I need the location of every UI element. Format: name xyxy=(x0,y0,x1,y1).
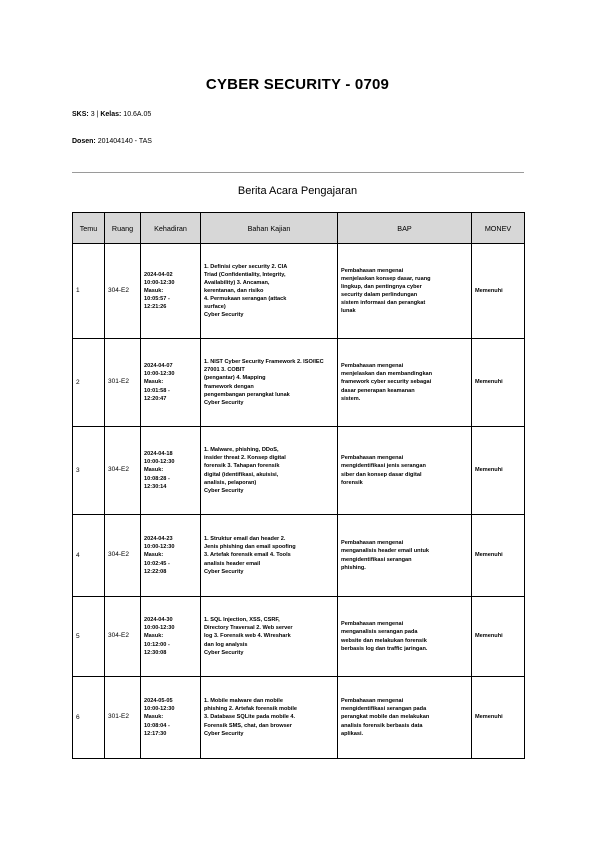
info-separator: | xyxy=(96,111,99,118)
cell-ruang: 304-E2 xyxy=(105,597,141,677)
cell-bap-line: Pembahasan mengenai xyxy=(341,621,404,628)
cell-kehadiran-line: 2024-04-02 xyxy=(144,271,173,278)
cell-bahan-kajian-line: Cyber Security xyxy=(204,487,244,494)
table-body xyxy=(73,244,525,759)
header-bahan-kajian: Bahan Kajian xyxy=(201,213,338,244)
cell-monev: Memenuhi xyxy=(472,597,525,677)
lecturer-line xyxy=(72,138,152,145)
cell-kehadiran xyxy=(141,244,201,339)
cell-kehadiran-line: 10:08:04 - xyxy=(144,722,170,729)
divider xyxy=(72,172,524,173)
cell-ruang: 301-E2 xyxy=(105,339,141,427)
cell-temu: 6 xyxy=(73,677,105,759)
cell-bahan-kajian-line: analisis, pelaporan) xyxy=(204,479,257,486)
header-temu: Temu xyxy=(73,213,105,244)
cell-kehadiran-line: 10:00-12:30 xyxy=(144,544,175,551)
cell-bap xyxy=(338,597,472,677)
cell-bahan-kajian xyxy=(201,339,338,427)
cell-bahan-kajian xyxy=(201,515,338,597)
cell-kehadiran-line: 10:12:00 - xyxy=(144,641,170,648)
cell-kehadiran-line: 2024-05-05 xyxy=(144,698,173,705)
cell-bahan-kajian-line: 3. Database SQLite pada mobile 4. xyxy=(204,714,296,721)
cell-ruang: 304-E2 xyxy=(105,515,141,597)
cell-bahan-kajian-line: 1. Struktur email dan header 2. xyxy=(204,536,286,543)
cell-bahan-kajian-line: forensik 3. Tahapan forensik xyxy=(204,463,280,470)
dosen-label: Dosen: xyxy=(72,138,96,145)
cell-kehadiran-line: 10:01:58 - xyxy=(144,387,170,394)
cell-bahan-kajian-line: Cyber Security xyxy=(204,399,244,406)
cell-bahan-kajian-line: pengembangan perangkat lunak xyxy=(204,391,290,398)
cell-kehadiran xyxy=(141,339,201,427)
cell-bahan-kajian-line: 1. Definisi cyber security 2. CIA xyxy=(204,263,288,270)
cell-kehadiran-line: 2024-04-30 xyxy=(144,617,173,624)
header-kehadiran: Kehadiran xyxy=(141,213,201,244)
cell-kehadiran-line: Masuk: xyxy=(144,287,164,294)
cell-kehadiran-line: 2024-04-07 xyxy=(144,363,173,370)
table-row xyxy=(73,244,525,339)
cell-kehadiran-line: Masuk: xyxy=(144,633,164,640)
cell-bahan-kajian-line: framework dengan xyxy=(204,383,254,390)
cell-bap-line: Pembahasan mengenai xyxy=(341,267,404,274)
cell-kehadiran-line: Masuk: xyxy=(144,714,164,721)
cell-bahan-kajian-line: analisis header email xyxy=(204,560,261,567)
cell-kehadiran-line: 12:20:47 xyxy=(144,395,167,402)
cell-kehadiran-line: 10:00-12:30 xyxy=(144,459,175,466)
cell-kehadiran xyxy=(141,515,201,597)
cell-kehadiran-line: Masuk: xyxy=(144,552,164,559)
cell-temu: 2 xyxy=(73,339,105,427)
cell-bap-line: mengidentifikasi serangan xyxy=(341,556,412,563)
cell-bahan-kajian-line: surface) xyxy=(204,304,226,311)
cell-bap xyxy=(338,339,472,427)
cell-bap-line: website dan melakukan forensik xyxy=(341,637,427,644)
cell-bap-line: lunak xyxy=(341,308,356,315)
cell-bap-line: Pembahasan mengenai xyxy=(341,540,404,547)
cell-bap-line: Pembahasan mengenai xyxy=(341,698,404,705)
cell-monev: Memenuhi xyxy=(472,515,525,597)
cell-bap-line: sistem informasi dan perangkat xyxy=(341,300,426,307)
cell-bap xyxy=(338,427,472,515)
cell-bahan-kajian-line: Cyber Security xyxy=(204,730,244,737)
cell-monev: Memenuhi xyxy=(472,339,525,427)
cell-bahan-kajian-line: Cyber Security xyxy=(204,649,244,656)
cell-bahan-kajian-line: (pengantar) 4. Mapping xyxy=(204,375,266,382)
cell-bap xyxy=(338,244,472,339)
cell-bahan-kajian-line: 3. Artefak forensik email 4. Tools xyxy=(204,552,291,559)
cell-bap-line: siber dan konsep dasar digital xyxy=(341,471,422,478)
sks-value: 3 xyxy=(90,111,95,118)
sks-label: SKS: xyxy=(72,111,89,118)
cell-bahan-kajian-line: dan log analysis xyxy=(204,641,248,648)
cell-kehadiran-line: 10:08:28 - xyxy=(144,475,170,482)
course-title: CYBER SECURITY - 0709 xyxy=(205,76,390,93)
cell-temu: 4 xyxy=(73,515,105,597)
cell-bahan-kajian-line: Directory Traversal 2. Web server xyxy=(204,625,293,632)
cell-bap-line: dasar penerapan keamanan xyxy=(341,387,415,394)
cell-ruang: 301-E2 xyxy=(105,677,141,759)
cell-ruang: 304-E2 xyxy=(105,427,141,515)
cell-bahan-kajian-line: Cyber Security xyxy=(204,312,244,319)
cell-bap-line: phishing. xyxy=(341,564,366,571)
cell-kehadiran-line: 12:17:30 xyxy=(144,730,167,737)
cell-temu: 1 xyxy=(73,244,105,339)
cell-bap-line: security dalam perlindungan xyxy=(341,292,418,298)
cell-bahan-kajian-line: phishing 2. Artefak forensik mobile xyxy=(204,706,298,713)
cell-bap-line: menjelaskan dan membandingkan xyxy=(341,371,433,378)
cell-kehadiran-line: 12:30:08 xyxy=(144,649,167,656)
kelas-label: Kelas: xyxy=(100,111,122,118)
table-header-row xyxy=(73,213,525,244)
cell-bahan-kajian-line: Availability) 3. Ancaman, xyxy=(204,279,270,286)
cell-bahan-kajian-line: Forensik SMS, chat, dan browser xyxy=(204,722,292,729)
cell-bahan-kajian xyxy=(201,244,338,339)
cell-bahan-kajian-line: Triad (Confidentiality, Integrity, xyxy=(204,271,286,278)
table-row xyxy=(73,427,525,515)
table-row xyxy=(73,597,525,677)
cell-kehadiran xyxy=(141,427,201,515)
cell-monev: Memenuhi xyxy=(472,427,525,515)
cell-kehadiran-line: Masuk: xyxy=(144,379,164,386)
cell-bahan-kajian-line: 1. NIST Cyber Security Framework 2. ISO/IEC 27001 3. COBIT xyxy=(204,359,324,374)
cell-bap-line: menjelaskan konsep dasar, ruang xyxy=(341,275,431,282)
table-row xyxy=(73,339,525,427)
cell-bap-line: aplikasi. xyxy=(341,730,364,737)
cell-bahan-kajian-line: insider threat 2. Konsep digital xyxy=(204,455,286,462)
cell-monev: Memenuhi xyxy=(472,677,525,759)
cell-bahan-kajian-line: digital (identifikasi, akuisisi, xyxy=(204,471,279,478)
cell-bap-line: forensik xyxy=(341,479,363,486)
cell-bap-line: menganalisis header email untuk xyxy=(341,548,429,555)
cell-bahan-kajian-line: 1. Mobile malware dan mobile xyxy=(204,698,283,705)
cell-bap-line: Pembahasan mengenai xyxy=(341,455,404,462)
teaching-report-table xyxy=(72,212,525,759)
cell-bap xyxy=(338,677,472,759)
cell-kehadiran-line: 10:00-12:30 xyxy=(144,625,175,632)
header-monev: MONEV xyxy=(472,213,525,244)
cell-bap-line: analisis forensik berbasis data xyxy=(341,722,423,729)
cell-bap-line: perangkat mobile dan melakukan xyxy=(341,714,430,721)
cell-bap-line: mengidentifikasi serangan pada xyxy=(341,706,427,713)
cell-bap-line: sistem. xyxy=(341,395,361,402)
cell-bahan-kajian-line: 1. SQL Injection, XSS, CSRF, xyxy=(204,617,280,624)
cell-bahan-kajian-line: log 3. Forensik web 4. Wireshark xyxy=(204,633,291,640)
cell-bahan-kajian-line: kerentanan, dan risiko xyxy=(204,287,264,294)
cell-bap-line: framework cyber security sebagai xyxy=(341,379,432,386)
cell-bahan-kajian xyxy=(201,597,338,677)
cell-kehadiran-line: 12:22:08 xyxy=(144,568,167,575)
cell-monev: Memenuhi xyxy=(472,244,525,339)
cell-kehadiran-line: 2024-04-23 xyxy=(144,536,173,543)
cell-temu: 3 xyxy=(73,427,105,515)
cell-bap-line: berbasis log dan traffic jaringan. xyxy=(341,645,428,652)
cell-kehadiran xyxy=(141,677,201,759)
kelas-value: 10.6A.05 xyxy=(123,111,152,118)
cell-kehadiran-line: 10:02:45 - xyxy=(144,560,170,567)
cell-ruang: 304-E2 xyxy=(105,244,141,339)
cell-kehadiran-line: Masuk: xyxy=(144,467,164,474)
cell-bahan-kajian-line: 1. Malware, phishing, DDoS, xyxy=(204,447,279,454)
cell-bahan-kajian-line: 4. Permukaan serangan (attack xyxy=(204,296,287,303)
table-row xyxy=(73,677,525,759)
cell-bap-line: mengidentifikasi jenis serangan xyxy=(341,463,426,470)
cell-bahan-kajian-line: Cyber Security xyxy=(204,568,244,575)
cell-kehadiran-line: 10:00-12:30 xyxy=(144,279,175,286)
cell-bap-line: menganalisis serangan pada xyxy=(341,629,418,636)
cell-kehadiran-line: 10:00-12:30 xyxy=(144,371,175,378)
cell-kehadiran-line: 10:05:57 - xyxy=(144,296,170,303)
header-bap: BAP xyxy=(338,213,472,244)
cell-kehadiran-line: 2024-04-18 xyxy=(144,451,173,458)
cell-temu: 5 xyxy=(73,597,105,677)
header-ruang: Ruang xyxy=(105,213,141,244)
cell-kehadiran-line: 10:00-12:30 xyxy=(144,706,175,713)
cell-kehadiran-line: 12:21:26 xyxy=(144,304,167,311)
cell-bahan-kajian xyxy=(201,427,338,515)
section-title: Berita Acara Pengajaran xyxy=(237,185,358,197)
cell-bahan-kajian-line: Jenis phishing dan email spoofing xyxy=(204,544,296,551)
dosen-value: 201404140 - TAS xyxy=(97,138,152,145)
course-info-line xyxy=(72,111,151,118)
cell-bap-line: lingkup, dan pentingnya cyber xyxy=(341,283,422,290)
cell-bap-line: Pembahasan mengenai xyxy=(341,363,404,370)
cell-kehadiran-line: 12:30:14 xyxy=(144,483,167,490)
cell-bap xyxy=(338,515,472,597)
table-row xyxy=(73,515,525,597)
cell-kehadiran xyxy=(141,597,201,677)
cell-bahan-kajian xyxy=(201,677,338,759)
